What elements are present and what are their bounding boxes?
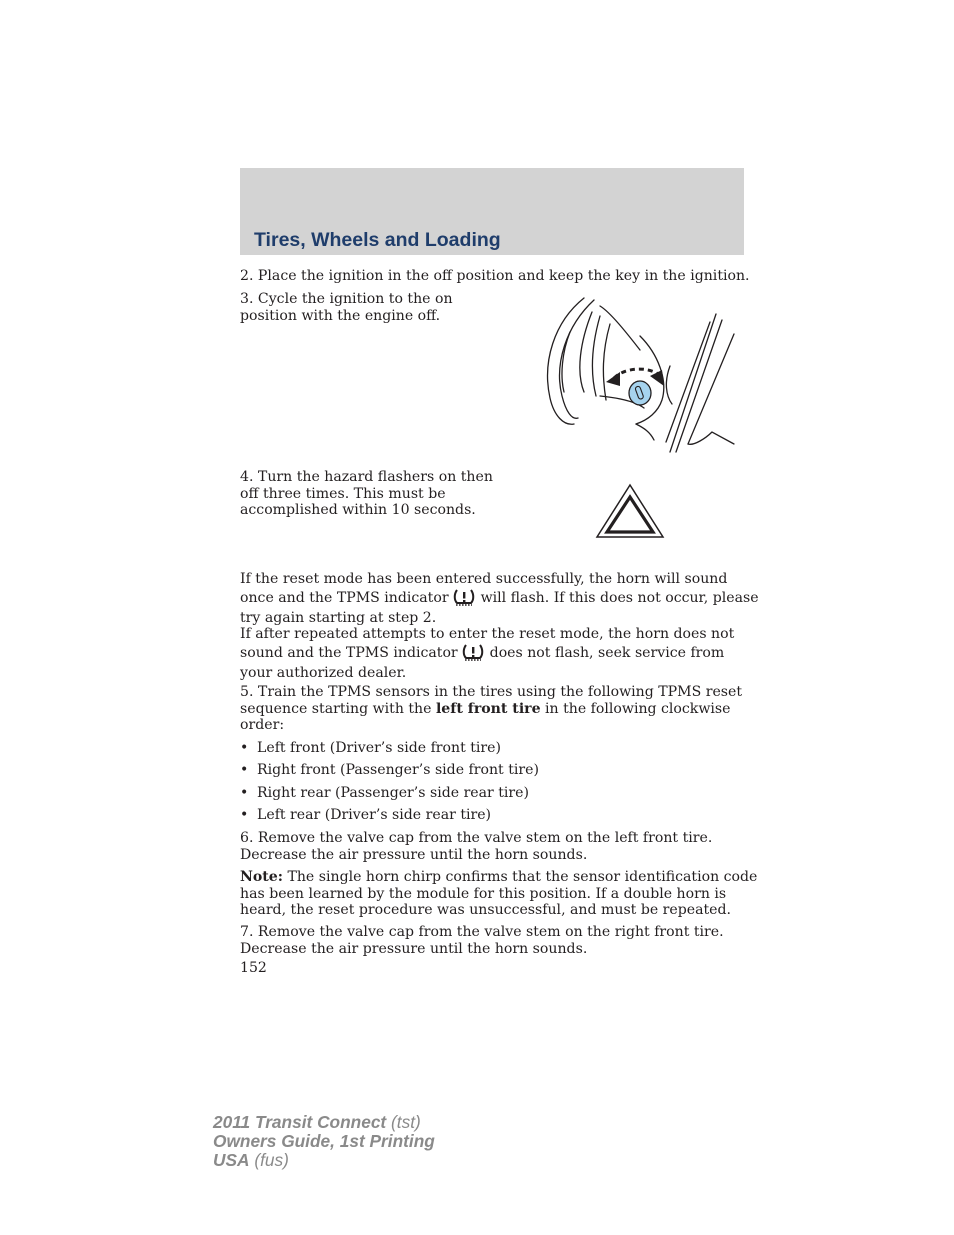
reset-fail-text-2: does not flash, seek service from your authorized dealer. [240,644,725,682]
step-5-paragraph [240,684,750,734]
footer-model: 2011 Transit Connect [213,1112,387,1132]
list-item-text: Left rear (Driver’s side rear tire) [257,807,492,823]
step-2-text: 2. Place the ignition in the off position and keep the key in the ignition. [240,268,750,284]
bullet-dot: • [240,807,249,823]
footer-line-3 [213,1151,435,1170]
reset-fail-text-1: If after repeated attempts to enter the reset mode, the horn does not sound and the TPMS indicator [240,626,735,661]
reset-success-text-1: If the reset mode has been entered successfully, the horn will sound once and the TPMS indicator [240,571,728,606]
bullet-dot: • [240,762,249,778]
step-3-text: 3. Cycle the ignition to the on position with the engine off. [240,291,453,324]
list-item-text: Left front (Driver’s side front tire) [257,740,501,756]
step-5-text-2: in the following clockwise order: [240,700,731,734]
section-header-bar [240,168,744,255]
step-5-bold-text: left front tire [435,700,541,717]
footer-line-2 [213,1132,435,1151]
footer-guide-edition: Owners Guide, 1st Printing [213,1131,435,1151]
bullet-dot: • [240,740,249,756]
step-5-text-1: 5. Train the TPMS sensors in the tires using the following TPMS reset sequence starting with the [240,684,743,717]
footer-line-1 [213,1113,435,1132]
hazard-warning-triangle-icon [594,482,666,540]
ignition-key-cylinder-illustration [540,292,740,456]
reset-success-text-2: will flash. If this does not occur, please try again starting at step 2. [240,589,759,627]
tpms-indicator-icon [453,588,475,611]
note-text: The single horn chirp confirms that the sensor identification code has been learned by the module for this position. If a double horn is heard, the reset procedure was unsuccessful, and must be repeated. [240,869,758,919]
footer-market: USA [213,1150,250,1170]
document-footer [213,1113,435,1170]
step-6-text: 6. Remove the valve cap from the valve stem on the left front tire. Decrease the air pressure until the horn sounds. [240,830,713,863]
note-label: Note: [240,869,283,885]
note-paragraph [240,869,760,919]
footer-model-code: (tst) [391,1112,421,1132]
tpms-indicator-icon [462,643,484,666]
step-4-text: 4. Turn the hazard flashers on then off three times. This must be accomplished within 10 seconds. [240,469,493,519]
reset-fail-paragraph [240,626,750,682]
bullet-dot: • [240,785,249,801]
page-number: 152 [240,960,267,976]
step-7-text: 7. Remove the valve cap from the valve stem on the right front tire. Decrease the air pressure until the horn sounds. [240,924,724,957]
list-item-text: Right rear (Passenger’s side rear tire) [257,785,530,801]
section-title: Tires, Wheels and Loading [254,229,501,251]
list-item-text: Right front (Passenger’s side front tire) [257,762,539,778]
reset-success-paragraph [240,571,760,627]
footer-market-code: (fus) [254,1150,289,1170]
